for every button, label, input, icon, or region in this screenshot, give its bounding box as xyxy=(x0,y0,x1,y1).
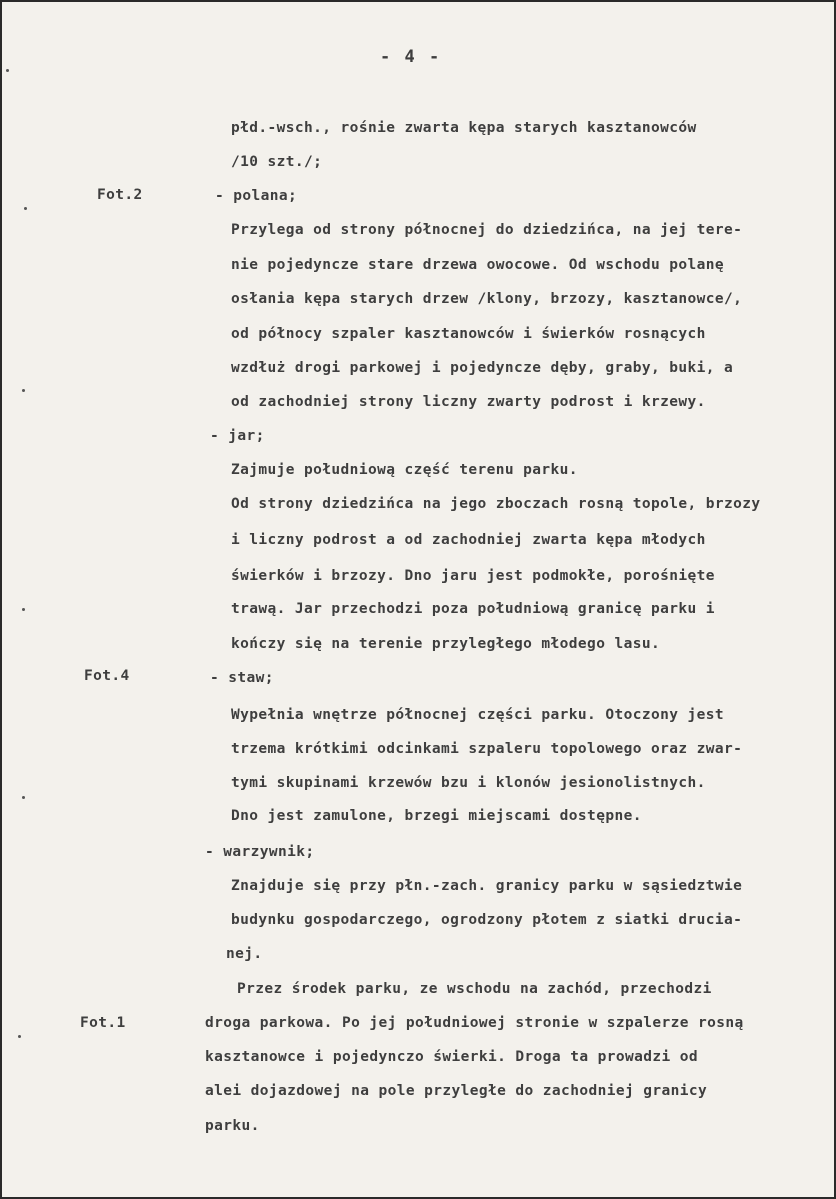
page-number: - 4 - xyxy=(380,47,442,67)
text-line: Dno jest zamulone, brzegi miejscami dostępne. xyxy=(231,808,642,824)
margin-dot xyxy=(22,389,25,392)
text-line: trzema krótkimi odcinkami szpaleru topolowego oraz zwar- xyxy=(231,741,743,757)
text-line: Wypełnia wnętrze północnej części parku. Otoczony jest xyxy=(231,707,725,723)
text-line: trawą. Jar przechodzi poza południową granicę parku i xyxy=(231,601,715,617)
text-line: /10 szt./; xyxy=(231,154,323,170)
margin-dot xyxy=(22,796,25,799)
text-line: od północy szpaler kasztanowców i świerków rosnących xyxy=(231,326,706,342)
text-line: osłania kępa starych drzew /klony, brzozy, kasztanowce/, xyxy=(231,291,743,307)
text-line: tymi skupinami krzewów bzu i klonów jesionolistnych. xyxy=(231,775,706,791)
list-item-heading: - jar; xyxy=(210,428,265,444)
margin-dot xyxy=(6,69,9,72)
list-item-heading: - polana; xyxy=(215,188,298,204)
text-line: Przez środek parku, ze wschodu na zachód, przechodzi xyxy=(237,981,712,997)
text-line: alei dojazdowej na pole przyległe do zachodniej granicy xyxy=(205,1083,708,1099)
margin-dot xyxy=(24,207,27,210)
text-line: nie pojedyncze stare drzewa owocowe. Od wschodu polanę xyxy=(231,257,725,273)
text-line: płd.-wsch., rośnie zwarta kępa starych kasztanowców xyxy=(231,120,697,136)
text-line: kończy się na terenie przyległego młodego lasu. xyxy=(231,636,661,652)
list-item-heading: - warzywnik; xyxy=(205,844,315,860)
text-line: parku. xyxy=(205,1118,260,1134)
list-item-heading: - staw; xyxy=(210,670,274,686)
margin-dot xyxy=(22,608,25,611)
text-line: Przylega od strony północnej do dziedzińca, na jej tere- xyxy=(231,222,743,238)
text-line: Zajmuje południową część terenu parku. xyxy=(231,462,578,478)
text-line: wzdłuż drogi parkowej i pojedyncze dęby, graby, buki, a xyxy=(231,360,734,376)
text-line: nej. xyxy=(226,946,263,962)
text-line: Od strony dziedzińca na jego zboczach rosną topole, brzozy xyxy=(231,496,761,512)
text-line: droga parkowa. Po jej południowej stronie w szpalerze rosną xyxy=(205,1015,744,1031)
text-line: Znajduje się przy płn.-zach. granicy parku w sąsiedztwie xyxy=(231,878,743,894)
text-line: świerków i brzozy. Dno jaru jest podmokłe, porośnięte xyxy=(231,568,715,584)
margin-label-fot-4: Fot.4 xyxy=(84,668,130,684)
text-line: i liczny podrost a od zachodniej zwarta kępa młodych xyxy=(231,532,706,548)
text-line: budynku gospodarczego, ogrodzony płotem z siatki drucia- xyxy=(231,912,743,928)
text-line: od zachodniej strony liczny zwarty podrost i krzewy. xyxy=(231,394,706,410)
text-line: kasztanowce i pojedynczo świerki. Droga ta prowadzi od xyxy=(205,1049,699,1065)
margin-label-fot-1: Fot.1 xyxy=(80,1015,126,1031)
margin-label-fot-2: Fot.2 xyxy=(97,187,143,203)
margin-dot xyxy=(18,1035,21,1038)
